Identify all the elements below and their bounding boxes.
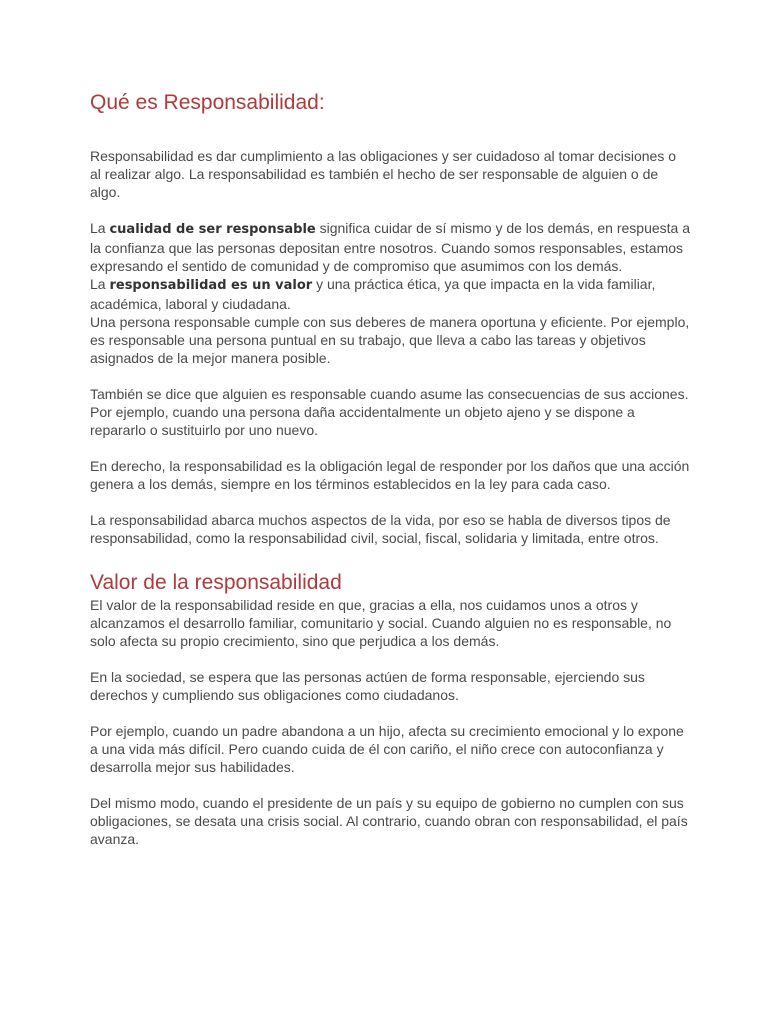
paragraph-cualidad-pre: La <box>90 220 110 236</box>
section-heading-valor: Valor de la responsabilidad <box>90 571 342 594</box>
paragraph-tipos: La responsabilidad abarca muchos aspectos de la vida, por eso se habla de diversos tipos de responsabilidad, como la responsabilidad civil, social, fiscal, solidaria y limitada, entre otros. <box>90 512 671 546</box>
paragraph-presidente: Del mismo modo, cuando el presidente de un país y su equipo de gobierno no cumplen con sus obligaciones, se desata una crisis social. Al contrario, cuando obran con responsabilidad, el país avanza. <box>90 795 688 847</box>
paragraph-consecuencias: También se dice que alguien es responsable cuando asume las consecuencias de sus acciones. Por ejemplo, cuando una persona daña accidentalmente un objeto ajeno y se dispone a repararlo o sustituirlo por uno nuevo. <box>90 386 689 438</box>
document-content <box>90 90 690 848</box>
paragraph-cualidad-bold: cualidad de ser responsable <box>109 222 316 237</box>
page-title: Qué es Responsabilidad: <box>90 91 325 114</box>
paragraph-ejemplo-padre: Por ejemplo, cuando un padre abandona a un hijo, afecta su crecimiento emocional y lo expone a una vida más difícil. Pero cuando cuida de él con cariño, el niño crece con autoconfianza y desarrolla mejor sus habilidades. <box>90 723 684 775</box>
paragraph-sociedad: En la sociedad, se espera que las personas actúen de forma responsable, ejerciendo sus derechos y cumpliendo sus obligaciones como ciudadanos. <box>90 669 645 703</box>
paragraph-valor <box>90 275 690 313</box>
paragraph-cualidad-post: significa cuidar de sí mismo y de los demás, en respuesta a la confianza que las personas depositan entre nosotros. Cuando somos responsables, estamos expresando el sentido de comunidad y de compromiso que asumimos con los demás. <box>90 220 691 274</box>
paragraph-cualidad <box>90 219 690 275</box>
paragraph-valor-pre: La <box>90 276 110 292</box>
paragraph-valor-bold: responsabilidad es un valor <box>109 278 313 293</box>
paragraph-derecho: En derecho, la responsabilidad es la obligación legal de responder por los daños que una acción genera a los demás, siempre en los términos establecidos en la ley para cada caso. <box>90 458 690 492</box>
paragraph-persona-responsable: Una persona responsable cumple con sus deberes de manera oportuna y eficiente. Por ejemplo, es responsable una persona puntual en su trabajo, que lleva a cabo las tareas y objetivos asignados de la mejor manera posible. <box>90 314 690 366</box>
paragraph-valor-reside: El valor de la responsabilidad reside en que, gracias a ella, nos cuidamos unos a otros y alcanzamos el desarrollo familiar, comunitario y social. Cuando alguien no es responsable, no solo afecta su propio crecimiento, sino que perjudica a los demás. <box>90 597 672 649</box>
paragraph-valor-post: y una práctica ética, ya que impacta en la vida familiar, académica, laboral y ciudadana. <box>90 276 656 312</box>
paragraph-definition: Responsabilidad es dar cumplimiento a las obligaciones y ser cuidadoso al tomar decisiones o al realizar algo. La responsabilidad es también el hecho de ser responsable de alguien o de algo. <box>90 148 676 200</box>
